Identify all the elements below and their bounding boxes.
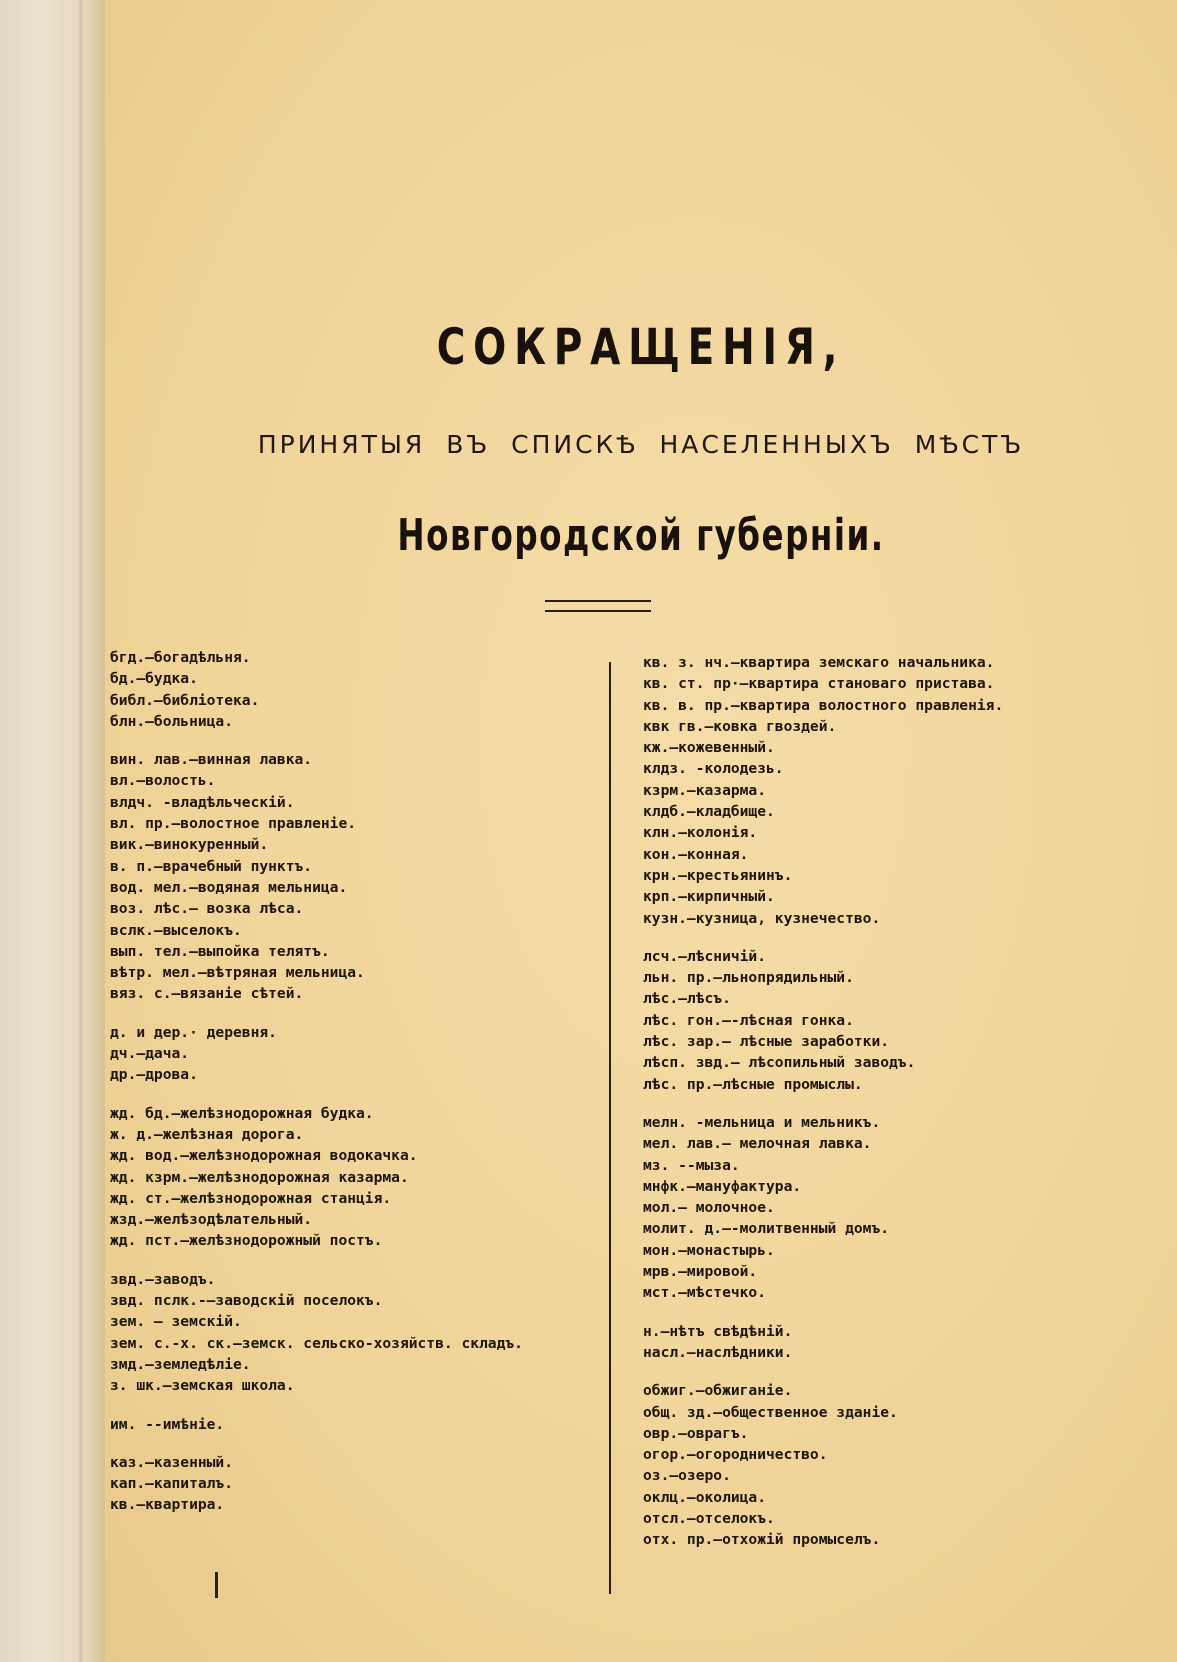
- abbreviation-entry: звд. пслк.-–заводскій поселокъ.: [110, 1292, 383, 1310]
- abbreviation-entry: зем. – земскій.: [110, 1313, 242, 1331]
- abbreviation-entry: воз. лѣс.– возка лѣса.: [110, 900, 304, 918]
- abbreviation-entry: вин. лав.—винная лавка.: [110, 751, 313, 769]
- abbreviation-group: [110, 647, 590, 732]
- abbreviation-entry: кв. в. пр.—квартира волостного правленія.: [643, 696, 1004, 714]
- abbreviation-entry: общ. зд.—общественное зданіе.: [643, 1403, 898, 1421]
- abbreviation-group: [643, 652, 1103, 929]
- province-heading: Новгородской губерніи.: [397, 510, 885, 561]
- abbreviation-entry: вслк.—выселокъ.: [110, 921, 242, 939]
- abbreviation-entry: кап.—капиталъ.: [110, 1475, 234, 1493]
- abbreviation-entry: звд.—заводъ.: [110, 1270, 216, 1288]
- page-mark: [215, 1572, 218, 1598]
- abbreviation-entry: кж.—кожевенный.: [643, 739, 775, 757]
- abbreviation-entry: влдч. -владѣльческій.: [110, 793, 295, 811]
- abbreviation-entry: жд. пст.—желѣзнодорожный постъ.: [110, 1232, 383, 1250]
- abbreviation-entry: клдз. -колодезь.: [643, 760, 784, 778]
- abbreviation-group: [110, 1103, 590, 1252]
- abbreviation-entry: кузн.—кузница, кузнечество.: [643, 909, 881, 927]
- abbreviation-entry: мел. лав.– мелочная лавка.: [643, 1135, 872, 1153]
- abbreviation-entry: жд. вод.—желѣзнодорожная водокачка.: [110, 1147, 418, 1165]
- abbreviation-entry: в. п.—врачебный пунктъ.: [110, 857, 313, 875]
- abbreviation-group: [110, 1452, 590, 1516]
- abbreviation-entry: кзрм.—казарма.: [643, 781, 767, 799]
- column-divider-rule: [609, 662, 611, 1594]
- abbreviation-entry: мз. --мыза.: [643, 1156, 740, 1174]
- abbreviation-entry: отх. пр.—отхожій промыселъ.: [643, 1531, 881, 1549]
- abbreviation-entry: молит. д.–-молитвенный домъ.: [643, 1220, 890, 1238]
- abbreviation-entry: жзд.—желѣзодѣлательный.: [110, 1211, 313, 1229]
- abbreviation-entry: им. --имѣніе.: [110, 1415, 225, 1433]
- abbreviation-entry: насл.—наслѣдники.: [643, 1343, 793, 1361]
- abbreviation-entry: блн.—больница.: [110, 712, 234, 730]
- abbreviation-entry: бд.—будка.: [110, 670, 198, 688]
- abbreviation-entry: вод. мел.—водяная мельница.: [110, 878, 348, 896]
- abbreviation-entry: лѣсп. звд.– лѣсопильный заводъ.: [643, 1054, 916, 1072]
- abbreviation-entry: мол.– молочное.: [643, 1199, 775, 1217]
- abbreviation-entry: кв.—квартира.: [110, 1496, 225, 1514]
- abbreviation-entry: вл.—волость.: [110, 772, 216, 790]
- abbreviation-entry: ж. д.—желѣзная дорога.: [110, 1125, 304, 1143]
- abbreviations-left-column: [110, 647, 590, 1533]
- abbreviation-entry: библ.—библіотека.: [110, 691, 260, 709]
- abbreviation-group: [643, 1321, 1103, 1364]
- abbreviation-entry: оз.—озеро.: [643, 1467, 731, 1485]
- binding-shadow: [78, 0, 84, 1662]
- abbreviation-entry: д. и дер.· деревня.: [110, 1023, 277, 1041]
- abbreviation-group: [110, 1022, 590, 1086]
- abbreviation-entry: лѣс.—лѣсъ.: [643, 990, 731, 1008]
- abbreviation-group: [643, 1380, 1103, 1550]
- abbreviation-entry: вяз. с.—вязаніе сѣтей.: [110, 985, 304, 1003]
- abbreviation-entry: клдб.—кладбище.: [643, 803, 775, 821]
- abbreviation-entry: крн.—крестьянинъ.: [643, 866, 793, 884]
- abbreviation-entry: вѣтр. мел.—вѣтряная мельница.: [110, 964, 365, 982]
- book-binding-edge: [0, 0, 105, 1662]
- abbreviation-group: [643, 946, 1103, 1095]
- abbreviation-entry: мелн. -мельница и мельникъ.: [643, 1113, 881, 1131]
- abbreviation-group: [110, 1269, 590, 1397]
- abbreviation-entry: обжиг.—обжиганіе.: [643, 1382, 793, 1400]
- abbreviation-group: [110, 749, 590, 1005]
- abbreviation-entry: отсл.—отселокъ.: [643, 1509, 775, 1527]
- abbreviation-entry: вл. пр.—волостное правленіе.: [110, 815, 357, 833]
- abbreviation-entry: лсч.—лѣсничій.: [643, 947, 767, 965]
- abbreviation-entry: мрв.—мировой.: [643, 1263, 758, 1281]
- abbreviation-entry: мнфк.—мануфактура.: [643, 1177, 802, 1195]
- abbreviation-entry: жд. ст.—желѣзнодорожная станція.: [110, 1189, 392, 1207]
- page-title: СОКРАЩЕНІЯ,: [436, 318, 846, 376]
- abbreviation-entry: вып. тел.—выпойка телятъ.: [110, 942, 330, 960]
- abbreviation-entry: льн. пр.—льнопрядильный.: [643, 969, 854, 987]
- abbreviation-entry: кон.—конная.: [643, 845, 749, 863]
- abbreviation-entry: лѣс. зар.– лѣсные заработки.: [643, 1033, 890, 1051]
- abbreviation-entry: змд.—земледѣліе.: [110, 1355, 251, 1373]
- abbreviation-entry: жд. бд.—желѣзнодорожная будка.: [110, 1104, 374, 1122]
- abbreviation-entry: др.—дрова.: [110, 1066, 198, 1084]
- abbreviation-entry: зем. с.-х. ск.—земск. сельско-хозяйств. складъ.: [110, 1334, 523, 1352]
- abbreviation-entry: з. шк.—земская школа.: [110, 1377, 295, 1395]
- abbreviations-right-column: [643, 652, 1103, 1568]
- abbreviation-entry: овр.—оврагъ.: [643, 1424, 749, 1442]
- abbreviation-group: [110, 1414, 590, 1435]
- abbreviation-entry: клн.—колонія.: [643, 824, 758, 842]
- abbreviation-entry: кв. ст. пр·—квартира становаго пристава.: [643, 675, 995, 693]
- abbreviation-entry: квк гв.—ковка гвоздей.: [643, 717, 837, 735]
- abbreviation-group: [643, 1112, 1103, 1304]
- abbreviation-entry: бгд.—богадѣльня.: [110, 649, 251, 666]
- abbreviation-entry: жд. кзрм.—желѣзнодорожная казарма.: [110, 1168, 409, 1186]
- abbreviation-entry: вик.—винокуренный.: [110, 836, 269, 854]
- abbreviation-entry: оклц.—околица.: [643, 1488, 767, 1506]
- title-divider: [545, 600, 651, 612]
- abbreviation-entry: дч.—дача.: [110, 1045, 190, 1063]
- abbreviation-entry: мст.—мѣстечко.: [643, 1284, 767, 1302]
- abbreviation-entry: лѣс. гон.–-лѣсная гонка.: [643, 1011, 854, 1029]
- abbreviation-entry: кв. з. нч.—квартира земскаго начальника.: [643, 654, 995, 671]
- abbreviation-entry: н.—нѣтъ свѣдѣній.: [643, 1322, 793, 1340]
- abbreviation-entry: мон.—монастырь.: [643, 1241, 775, 1259]
- page-subtitle: ПРИНЯТЫЯ ВЪ СПИСКѢ НАСЕЛЕННЫХЪ МѢСТЪ: [257, 430, 1025, 459]
- abbreviation-entry: крп.—кирпичный.: [643, 888, 775, 906]
- abbreviation-entry: огор.—огородничество.: [643, 1446, 828, 1464]
- abbreviation-entry: каз.—казенный.: [110, 1453, 234, 1471]
- abbreviation-entry: лѣс. пр.—лѣсные промыслы.: [643, 1075, 863, 1093]
